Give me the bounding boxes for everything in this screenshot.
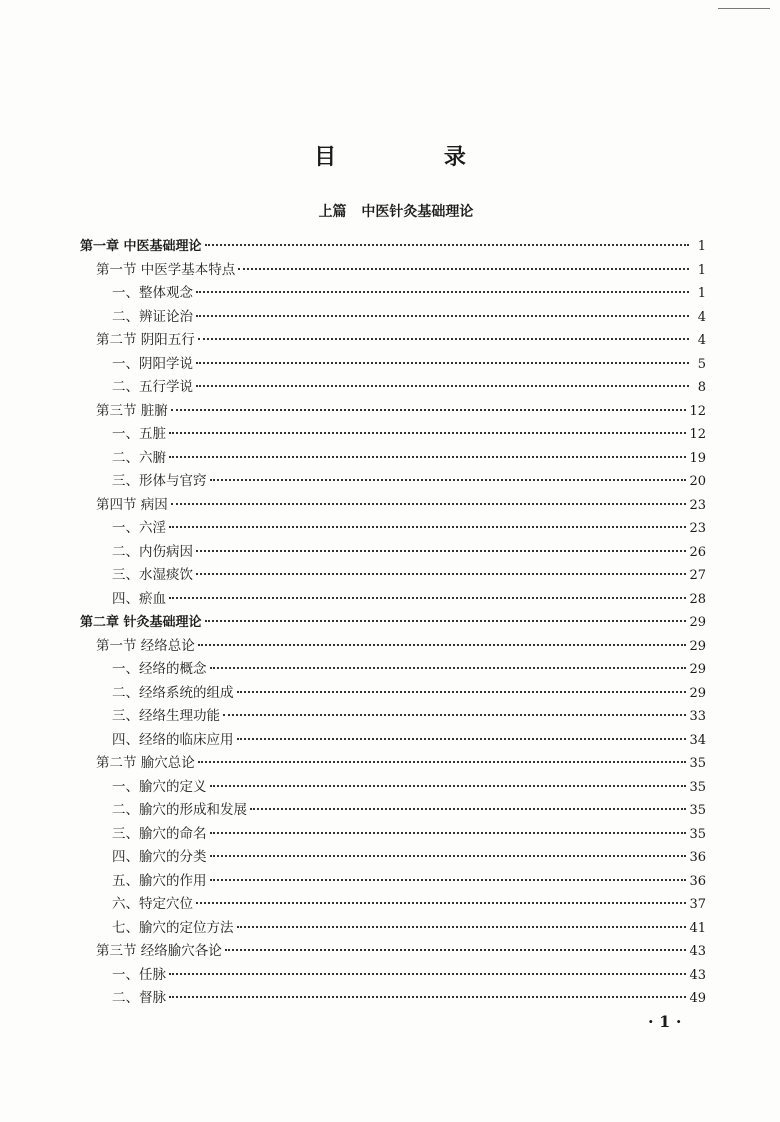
dot-leader — [169, 597, 686, 599]
dot-leader — [196, 573, 686, 575]
toc-entry-label: 第一节 经络总论 — [96, 637, 195, 654]
dot-leader — [205, 244, 689, 246]
dot-leader — [196, 550, 686, 552]
toc-entry-label: 二、五行学说 — [112, 379, 193, 395]
toc-entry-page: 28 — [689, 591, 706, 607]
toc-entry-label: 三、水湿痰饮 — [112, 567, 193, 583]
toc-entry-page: 35 — [689, 826, 706, 842]
dot-leader — [210, 832, 687, 834]
dot-leader — [210, 479, 687, 481]
toc-entry-page: 43 — [689, 967, 706, 983]
toc-entry-section[interactable] — [80, 752, 706, 776]
toc-entry-label: 一、六淫 — [112, 520, 166, 536]
dot-leader — [205, 620, 687, 622]
dot-leader — [210, 855, 687, 857]
toc-entry-section[interactable] — [80, 635, 706, 659]
dot-leader — [238, 268, 689, 270]
toc-entry-item[interactable] — [80, 917, 706, 941]
toc-entry-page: 35 — [689, 756, 706, 771]
toc-entry-label: 一、经络的概念 — [112, 661, 207, 677]
toc-entry-label: 二、内伤病因 — [112, 543, 193, 560]
toc-entry-item[interactable] — [80, 729, 706, 753]
toc-entry-page: 29 — [689, 662, 706, 677]
toc-entry-page: 37 — [689, 897, 706, 912]
toc-entry-label: 第一节 中医学基本特点 — [96, 261, 236, 278]
toc-entry-label: 六、特定穴位 — [112, 896, 193, 912]
dot-leader — [210, 667, 687, 669]
dot-leader — [169, 526, 686, 528]
dot-leader — [210, 879, 687, 881]
toc-entry-item[interactable] — [80, 282, 706, 306]
toc-entry-page: 41 — [689, 920, 706, 936]
toc-entry-item[interactable] — [80, 541, 706, 565]
toc-entry-label: 一、阴阳学说 — [112, 355, 193, 372]
toc-entry-page: 23 — [689, 497, 706, 513]
toc-entry-item[interactable] — [80, 893, 706, 917]
toc-entry-label: 二、督脉 — [112, 990, 166, 1006]
toc-entry-item[interactable] — [80, 870, 706, 894]
toc-entry-label: 第三节 经络腧穴各论 — [96, 943, 222, 959]
page-number: · 1 · — [648, 1012, 682, 1031]
toc-entry-label: 四、瘀血 — [112, 590, 166, 607]
toc-entry-label: 一、整体观念 — [112, 285, 193, 301]
corner-scan-mark — [718, 8, 770, 9]
toc-entry-chapter[interactable] — [80, 235, 706, 259]
toc-entry-section[interactable] — [80, 400, 706, 424]
toc-entry-item[interactable] — [80, 658, 706, 682]
toc-entry-item[interactable] — [80, 470, 706, 494]
toc-entry-label: 第二节 阴阳五行 — [96, 332, 195, 348]
toc-entry-page: 36 — [689, 873, 706, 889]
toc-entry-label: 七、腧穴的定位方法 — [112, 919, 234, 936]
toc-entry-item[interactable] — [80, 799, 706, 823]
toc-entry-page: 43 — [689, 944, 706, 959]
dot-leader — [198, 338, 689, 340]
toc-entry-page: 49 — [689, 991, 706, 1006]
toc-entry-page: 27 — [689, 568, 706, 583]
toc-entry-item[interactable] — [80, 447, 706, 471]
toc-entry-page: 26 — [689, 544, 706, 560]
toc-entry-label: 一、任脉 — [112, 966, 166, 983]
toc-entry-section[interactable] — [80, 329, 706, 353]
toc-entry-page: 29 — [689, 685, 706, 701]
dot-leader — [196, 315, 689, 317]
toc-entry-item[interactable] — [80, 423, 706, 447]
dot-leader — [196, 385, 689, 387]
table-of-contents — [80, 235, 706, 1011]
dot-leader — [196, 902, 686, 904]
part-heading: 上篇 中医针灸基础理论 — [318, 204, 474, 220]
toc-entry-item[interactable] — [80, 776, 706, 800]
toc-entry-item[interactable] — [80, 987, 706, 1011]
toc-entry-label: 四、腧穴的分类 — [112, 849, 207, 865]
toc-entry-item[interactable] — [80, 823, 706, 847]
toc-entry-section[interactable] — [80, 494, 706, 518]
toc-entry-label: 二、腧穴的形成和发展 — [112, 802, 247, 818]
toc-entry-page: 20 — [689, 474, 706, 489]
toc-entry-label: 二、六腑 — [112, 449, 166, 466]
toc-entry-page: 35 — [689, 779, 706, 795]
dot-leader — [210, 785, 687, 787]
dot-leader — [225, 949, 687, 951]
toc-entry-page: 36 — [689, 850, 706, 865]
dot-leader — [171, 409, 687, 411]
toc-entry-item[interactable] — [80, 588, 706, 612]
toc-entry-page: 12 — [689, 427, 706, 442]
toc-entry-page: 4 — [697, 309, 706, 325]
toc-entry-label: 第三节 脏腑 — [96, 402, 168, 419]
toc-entry-page: 29 — [689, 615, 706, 630]
toc-entry-label: 一、五脏 — [112, 426, 166, 442]
toc-entry-item[interactable] — [80, 682, 706, 706]
toc-entry-page: 19 — [689, 450, 706, 466]
dot-leader — [169, 996, 686, 998]
toc-entry-section[interactable] — [80, 940, 706, 964]
toc-entry-label: 三、腧穴的命名 — [112, 825, 207, 842]
dot-leader — [237, 691, 687, 693]
toc-entry-page: 5 — [697, 356, 706, 372]
dot-leader — [196, 362, 689, 364]
toc-entry-page: 1 — [697, 286, 706, 301]
dot-leader — [169, 973, 686, 975]
toc-entry-label: 二、经络系统的组成 — [112, 684, 234, 701]
toc-entry-label: 第一章 中医基础理论 — [80, 239, 202, 254]
toc-entry-chapter[interactable] — [80, 611, 706, 635]
toc-entry-item[interactable] — [80, 564, 706, 588]
toc-entry-page: 1 — [697, 239, 706, 254]
toc-entry-page: 34 — [689, 732, 706, 748]
toc-entry-page: 1 — [697, 262, 706, 278]
toc-entry-page: 29 — [689, 638, 706, 654]
dot-leader — [196, 291, 689, 293]
toc-entry-label: 五、腧穴的作用 — [112, 872, 207, 889]
dot-leader — [169, 432, 686, 434]
toc-entry-page: 12 — [689, 403, 706, 419]
toc-entry-section[interactable] — [80, 259, 706, 283]
toc-entry-item[interactable] — [80, 964, 706, 988]
toc-entry-label: 三、经络生理功能 — [112, 708, 220, 724]
dot-leader — [198, 644, 687, 646]
dot-leader — [237, 926, 687, 928]
dot-leader — [169, 456, 686, 458]
toc-entry-page: 23 — [689, 521, 706, 536]
toc-entry-item[interactable] — [80, 306, 706, 330]
dot-leader — [198, 761, 687, 763]
toc-entry-item[interactable] — [80, 353, 706, 377]
toc-entry-item[interactable] — [80, 376, 706, 400]
dot-leader — [171, 503, 687, 505]
toc-entry-label: 四、经络的临床应用 — [112, 731, 234, 748]
toc-entry-item[interactable] — [80, 517, 706, 541]
toc-entry-page: 8 — [697, 380, 706, 395]
toc-entry-label: 三、形体与官窍 — [112, 473, 207, 489]
toc-entry-item[interactable] — [80, 846, 706, 870]
page-title: 目 录 — [314, 145, 516, 170]
toc-entry-page: 33 — [689, 709, 706, 724]
dot-leader — [237, 738, 687, 740]
toc-entry-page: 35 — [689, 803, 706, 818]
toc-entry-item[interactable] — [80, 705, 706, 729]
dot-leader — [250, 808, 686, 810]
toc-entry-label: 第四节 病因 — [96, 496, 168, 513]
dot-leader — [223, 714, 686, 716]
toc-entry-label: 一、腧穴的定义 — [112, 778, 207, 795]
toc-entry-label: 二、辨证论治 — [112, 308, 193, 325]
toc-entry-page: 4 — [697, 333, 706, 348]
toc-entry-label: 第二章 针灸基础理论 — [80, 615, 202, 630]
toc-entry-label: 第二节 腧穴总论 — [96, 755, 195, 771]
